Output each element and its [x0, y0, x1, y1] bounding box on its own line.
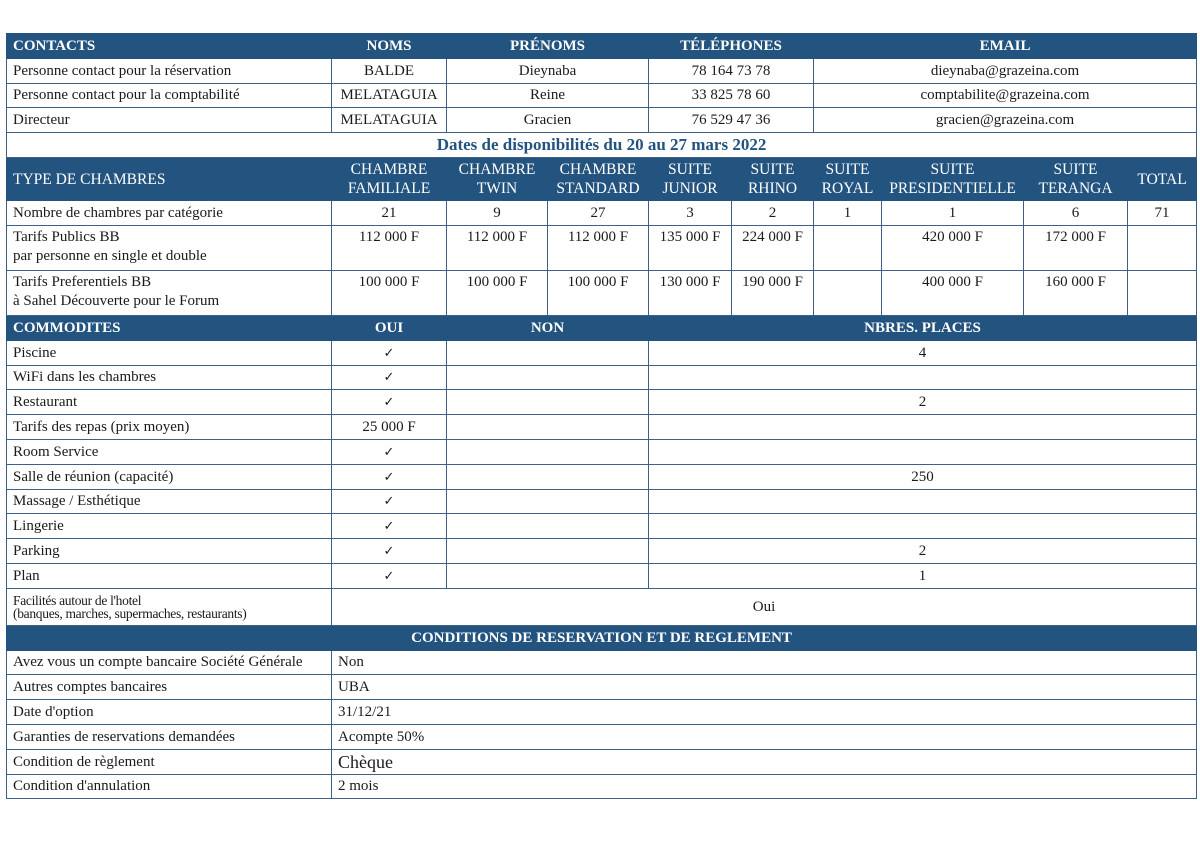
public-rate: 135 000 F	[649, 225, 732, 270]
amenity-row	[7, 514, 1197, 539]
room-type-header: SUITE ROYAL	[814, 158, 882, 201]
amenity-row	[7, 439, 1197, 464]
facilities-label: Facilités autour de l'hotel (banques, marches, supermaches, restaurants)	[7, 588, 332, 625]
amenity-places	[649, 439, 1197, 464]
contact-email: comptabilite@grazeina.com	[814, 83, 1197, 108]
amenity-oui: 25 000 F	[332, 415, 447, 440]
condition-row	[7, 749, 1197, 774]
amenity-label: Lingerie	[7, 514, 332, 539]
public-rate: 172 000 F	[1024, 225, 1128, 270]
amenity-row	[7, 539, 1197, 564]
contact-telephone: 33 825 78 60	[649, 83, 814, 108]
contact-role: Personne contact pour la réservation	[7, 58, 332, 83]
amenity-row	[7, 464, 1197, 489]
contact-prenom: Dieynaba	[447, 58, 649, 83]
amenity-label: Parking	[7, 539, 332, 564]
contact-telephone: 76 529 47 36	[649, 108, 814, 133]
amenity-oui: ✓	[332, 390, 447, 415]
preferential-rate: 100 000 F	[447, 270, 548, 315]
amenity-non	[447, 390, 649, 415]
oui-header: OUI	[332, 315, 447, 340]
condition-label: Condition d'annulation	[7, 774, 332, 799]
amenity-label: Salle de réunion (capacité)	[7, 464, 332, 489]
preferential-rate-total	[1128, 270, 1197, 315]
condition-value: UBA	[332, 675, 1197, 700]
contact-telephone: 78 164 73 78	[649, 58, 814, 83]
prenoms-header: PRÉNOMS	[447, 34, 649, 59]
public-rate: 112 000 F	[548, 225, 649, 270]
amenity-non	[447, 563, 649, 588]
condition-label: Autres comptes bancaires	[7, 675, 332, 700]
preferential-rate: 160 000 F	[1024, 270, 1128, 315]
preferential-rate: 400 000 F	[882, 270, 1024, 315]
room-type-header: SUITE JUNIOR	[649, 158, 732, 201]
room-types-header	[7, 158, 1197, 201]
contacts-header	[7, 34, 1197, 59]
amenity-row	[7, 365, 1197, 390]
amenities-header	[7, 315, 1197, 340]
amenity-places: 2	[649, 539, 1197, 564]
public-rate: 112 000 F	[332, 225, 447, 270]
places-header: NBRES. PLACES	[649, 315, 1197, 340]
condition-value: Non	[332, 650, 1197, 675]
room-type-header: SUITE RHINO	[732, 158, 814, 201]
conditions-title: CONDITIONS DE RESERVATION ET DE REGLEMENT	[7, 625, 1197, 650]
amenity-places: 4	[649, 340, 1197, 365]
amenity-places: 1	[649, 563, 1197, 588]
hotel-info-table	[6, 33, 1197, 799]
contact-role: Directeur	[7, 108, 332, 133]
room-type-header: CHAMBRE TWIN	[447, 158, 548, 201]
preferential-rates-label: Tarifs Preferentiels BB à Sahel Découverte pour le Forum	[7, 270, 332, 315]
condition-label: Condition de règlement	[7, 749, 332, 774]
amenity-non	[447, 340, 649, 365]
amenity-oui: ✓	[332, 489, 447, 514]
room-type-header: CHAMBRE STANDARD	[548, 158, 649, 201]
amenity-label: Room Service	[7, 439, 332, 464]
amenity-label: Tarifs des repas (prix moyen)	[7, 415, 332, 440]
condition-row	[7, 700, 1197, 725]
condition-value: Chèque	[332, 749, 1197, 774]
condition-row	[7, 650, 1197, 675]
room-count: 1	[814, 201, 882, 226]
amenity-oui: ✓	[332, 464, 447, 489]
amenity-label: Piscine	[7, 340, 332, 365]
amenity-non	[447, 539, 649, 564]
preferential-rates-row	[7, 270, 1197, 315]
amenity-oui: ✓	[332, 563, 447, 588]
contact-prenom: Reine	[447, 83, 649, 108]
public-rates-row	[7, 225, 1197, 270]
amenity-non	[447, 439, 649, 464]
public-rates-label: Tarifs Publics BB par personne en single et double	[7, 225, 332, 270]
contact-nom: MELATAGUIA	[332, 83, 447, 108]
contact-email: dieynaba@grazeina.com	[814, 58, 1197, 83]
telephones-header: TÉLÉPHONES	[649, 34, 814, 59]
amenity-places: 2	[649, 390, 1197, 415]
amenity-places	[649, 365, 1197, 390]
public-rate: 112 000 F	[447, 225, 548, 270]
public-rate-total	[1128, 225, 1197, 270]
room-count: 1	[882, 201, 1024, 226]
facilities-value: Oui	[332, 588, 1197, 625]
public-rate: 224 000 F	[732, 225, 814, 270]
conditions-header	[7, 625, 1197, 650]
room-count: 21	[332, 201, 447, 226]
dates-row	[7, 133, 1197, 158]
condition-label: Avez vous un compte bancaire Société Générale	[7, 650, 332, 675]
amenity-places	[649, 415, 1197, 440]
room-types-label: TYPE DE CHAMBRES	[7, 158, 332, 201]
public-rate: 420 000 F	[882, 225, 1024, 270]
total-header: TOTAL	[1128, 158, 1197, 201]
amenities-header-label: COMMODITES	[7, 315, 332, 340]
amenity-places	[649, 514, 1197, 539]
preferential-rate: 100 000 F	[332, 270, 447, 315]
public-rate	[814, 225, 882, 270]
contacts-header-label: CONTACTS	[7, 34, 332, 59]
amenity-oui: ✓	[332, 539, 447, 564]
condition-row	[7, 675, 1197, 700]
condition-row	[7, 724, 1197, 749]
room-count-label: Nombre de chambres par catégorie	[7, 201, 332, 226]
room-count-total: 71	[1128, 201, 1197, 226]
amenity-row	[7, 563, 1197, 588]
condition-value: 2 mois	[332, 774, 1197, 799]
amenity-places: 250	[649, 464, 1197, 489]
amenity-oui: ✓	[332, 340, 447, 365]
preferential-rate: 190 000 F	[732, 270, 814, 315]
contact-role: Personne contact pour la comptabilité	[7, 83, 332, 108]
amenity-non	[447, 464, 649, 489]
amenity-label: WiFi dans les chambres	[7, 365, 332, 390]
contact-prenom: Gracien	[447, 108, 649, 133]
contact-nom: MELATAGUIA	[332, 108, 447, 133]
amenity-label: Restaurant	[7, 390, 332, 415]
preferential-rate: 100 000 F	[548, 270, 649, 315]
preferential-rate: 130 000 F	[649, 270, 732, 315]
contact-email: gracien@grazeina.com	[814, 108, 1197, 133]
room-count: 27	[548, 201, 649, 226]
room-count: 6	[1024, 201, 1128, 226]
condition-row	[7, 774, 1197, 799]
contact-row	[7, 83, 1197, 108]
amenity-oui: ✓	[332, 514, 447, 539]
condition-label: Garanties de reservations demandées	[7, 724, 332, 749]
email-header: EMAIL	[814, 34, 1197, 59]
preferential-rate	[814, 270, 882, 315]
condition-label: Date d'option	[7, 700, 332, 725]
dates-title: Dates de disponibilités du 20 au 27 mars 2022	[7, 133, 1197, 158]
amenity-row	[7, 489, 1197, 514]
amenity-non	[447, 489, 649, 514]
amenity-non	[447, 514, 649, 539]
facilities-row	[7, 588, 1197, 625]
amenity-places	[649, 489, 1197, 514]
room-count: 3	[649, 201, 732, 226]
amenity-label: Massage / Esthétique	[7, 489, 332, 514]
room-count: 2	[732, 201, 814, 226]
contact-nom: BALDE	[332, 58, 447, 83]
amenity-row	[7, 340, 1197, 365]
condition-value: Acompte 50%	[332, 724, 1197, 749]
contact-row	[7, 58, 1197, 83]
non-header: NON	[447, 315, 649, 340]
room-type-header: SUITE PRESIDENTIELLE	[882, 158, 1024, 201]
amenity-row	[7, 390, 1197, 415]
contact-row	[7, 108, 1197, 133]
amenity-oui: ✓	[332, 439, 447, 464]
amenity-non	[447, 415, 649, 440]
amenity-label: Plan	[7, 563, 332, 588]
noms-header: NOMS	[332, 34, 447, 59]
room-count-row	[7, 201, 1197, 226]
room-count: 9	[447, 201, 548, 226]
room-type-header: CHAMBRE FAMILIALE	[332, 158, 447, 201]
room-type-header: SUITE TERANGA	[1024, 158, 1128, 201]
amenity-non	[447, 365, 649, 390]
amenity-row	[7, 415, 1197, 440]
condition-value: 31/12/21	[332, 700, 1197, 725]
amenity-oui: ✓	[332, 365, 447, 390]
